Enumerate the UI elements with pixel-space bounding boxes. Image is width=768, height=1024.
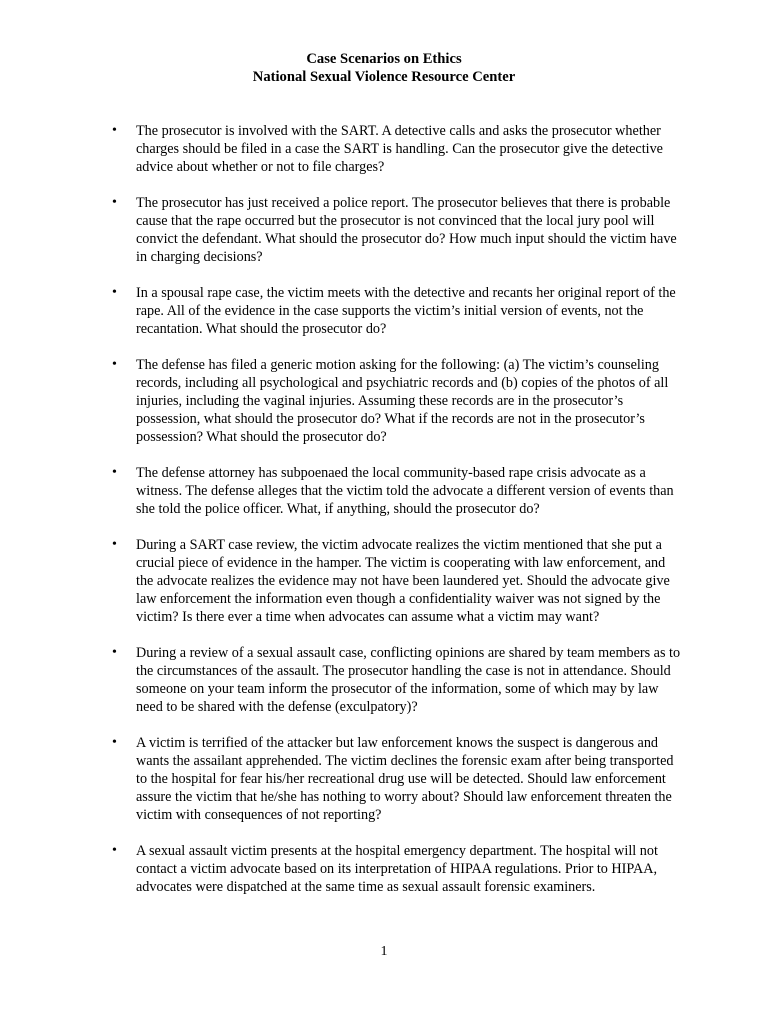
scenario-item [112,194,682,266]
bullet-icon: • [112,843,117,858]
scenario-item [112,842,682,896]
scenario-list [112,122,682,914]
scenario-text: During a review of a sexual assault case, conflicting opinions are shared by team members as to the circumstances of the assault. The prosecutor handling the case is not in attendance. Should someone on your team inform the prosecutor of the information, some of which may by law need to be shared with the defense (exculpatory)? [136,645,681,715]
bullet-icon: • [112,195,117,210]
scenario-item [112,644,682,716]
document-title: Case Scenarios on Ethics [306,51,462,67]
page-number: 1 [380,944,388,959]
scenario-text: A sexual assault victim presents at the hospital emergency department. The hospital will not contact a victim advocate based on its interpretation of HIPAA regulations. Prior to HIPAA, advocates were dispatched at the same time as sexual assault forensic examiners. [136,843,658,895]
bullet-icon: • [112,123,117,138]
scenario-item [112,536,682,626]
scenario-text: The prosecutor is involved with the SART. A detective calls and asks the prosecutor whether charges should be filed in a case the SART is handling. Can the prosecutor give the detective advice about whether or not to file charges? [136,123,663,175]
document-header [0,50,768,86]
scenario-item [112,284,682,338]
scenario-text: The prosecutor has just received a police report. The prosecutor believes that there is probable cause that the rape occurred but the prosecutor is not convinced that the local jury pool will convict the defendant. What should the prosecutor do? How much input should the victim have in charging decisions? [136,195,677,265]
scenario-item [112,122,682,176]
scenario-text: The defense attorney has subpoenaed the local community-based rape crisis advocate as a witness. The defense alleges that the victim told the advocate a different version of events than she told the police officer. What, if anything, should the prosecutor do? [136,465,674,517]
scenario-item [112,734,682,824]
bullet-icon: • [112,357,117,372]
bullet-icon: • [112,285,117,300]
bullet-icon: • [112,465,117,480]
scenario-text: A victim is terrified of the attacker but law enforcement knows the suspect is dangerous and wants the assailant apprehended. The victim declines the forensic exam after being transported to the hospital for fear his/her recreational drug use will be detected. Should law enforcement assure the victim that he/she has nothing to worry about? Should law enforcement threaten the victim with consequences of not reporting? [136,735,674,823]
scenario-item [112,356,682,446]
scenario-text: In a spousal rape case, the victim meets with the detective and recants her original report of the rape. All of the evidence in the case supports the victim’s initial version of events, not the recantation. What should the prosecutor do? [136,285,676,337]
scenario-item [112,464,682,518]
scenario-text: The defense has filed a generic motion asking for the following: (a) The victim’s counseling records, including all psychological and psychiatric records and (b) copies of the photos of all injuries, including the vaginal injuries. Assuming these records are in the prosecutor’s possession, what should the prosecutor do? What if the records are not in the prosecutor’s possession? What should the prosecutor do? [136,357,669,445]
bullet-icon: • [112,735,117,750]
scenario-text: During a SART case review, the victim advocate realizes the victim mentioned that she put a crucial piece of evidence in the hamper. The victim is cooperating with law enforcement, and the advocate realizes the evidence may not have been laundered yet. Should the advocate give law enforcement the information even though a confidentiality waiver was not signed by the victim? Is there ever a time when advocates can assume what a victim may want? [136,537,670,625]
document-subtitle: National Sexual Violence Resource Center [252,69,516,85]
bullet-icon: • [112,537,117,552]
bullet-icon: • [112,645,117,660]
